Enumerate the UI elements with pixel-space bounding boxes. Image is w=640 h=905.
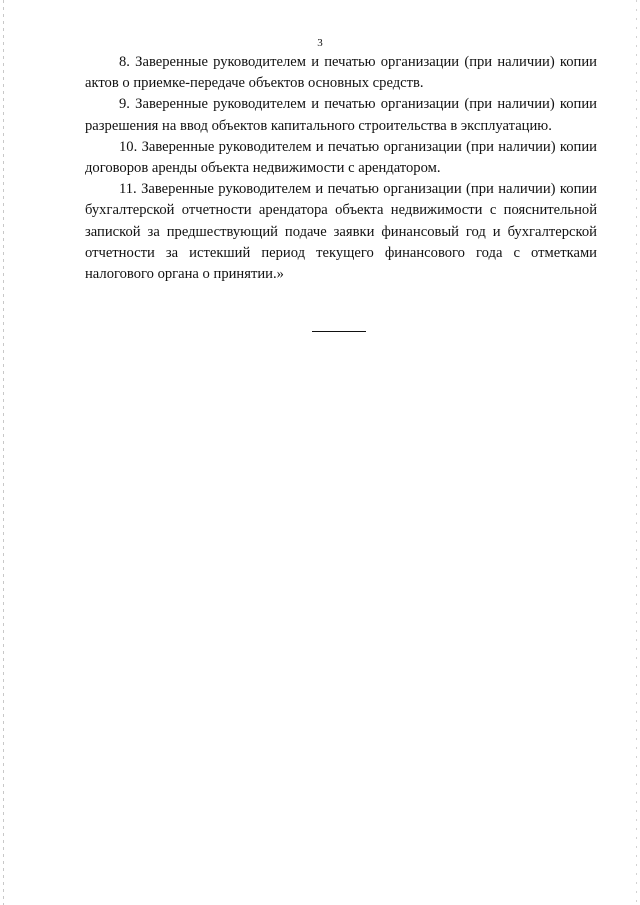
scan-edge-right [636,0,637,905]
paragraph-item-8: 8. Заверенные руководителем и печатью организации (при наличии) копии актов о приемке-передаче объектов основных средств. [85,54,597,92]
document-body [85,52,597,285]
paragraph-item-10: 10. Заверенные руководителем и печатью организации (при наличии) копии договоров аренды объекта недвижимости с арендатором. [85,138,597,177]
paragraph-item-9: 9. Заверенные руководителем и печатью организации (при наличии) копии разрешения на ввод объектов капитального строительства в эксплуатацию. [85,96,597,134]
page-number: 3 [317,37,323,49]
scan-edge-left [3,0,4,905]
end-of-text-rule [312,331,366,332]
paragraph-item-11: 11. Заверенные руководителем и печатью организации (при наличии) копии бухгалтерской отчетности арендатора объекта недвижимости с пояснительной запиской за предшествующий подаче заявки финансовый год и бухгалтерской отчетности за истекший период текущего финансового года с отметками налогового органа о принятии.» [85,181,597,283]
